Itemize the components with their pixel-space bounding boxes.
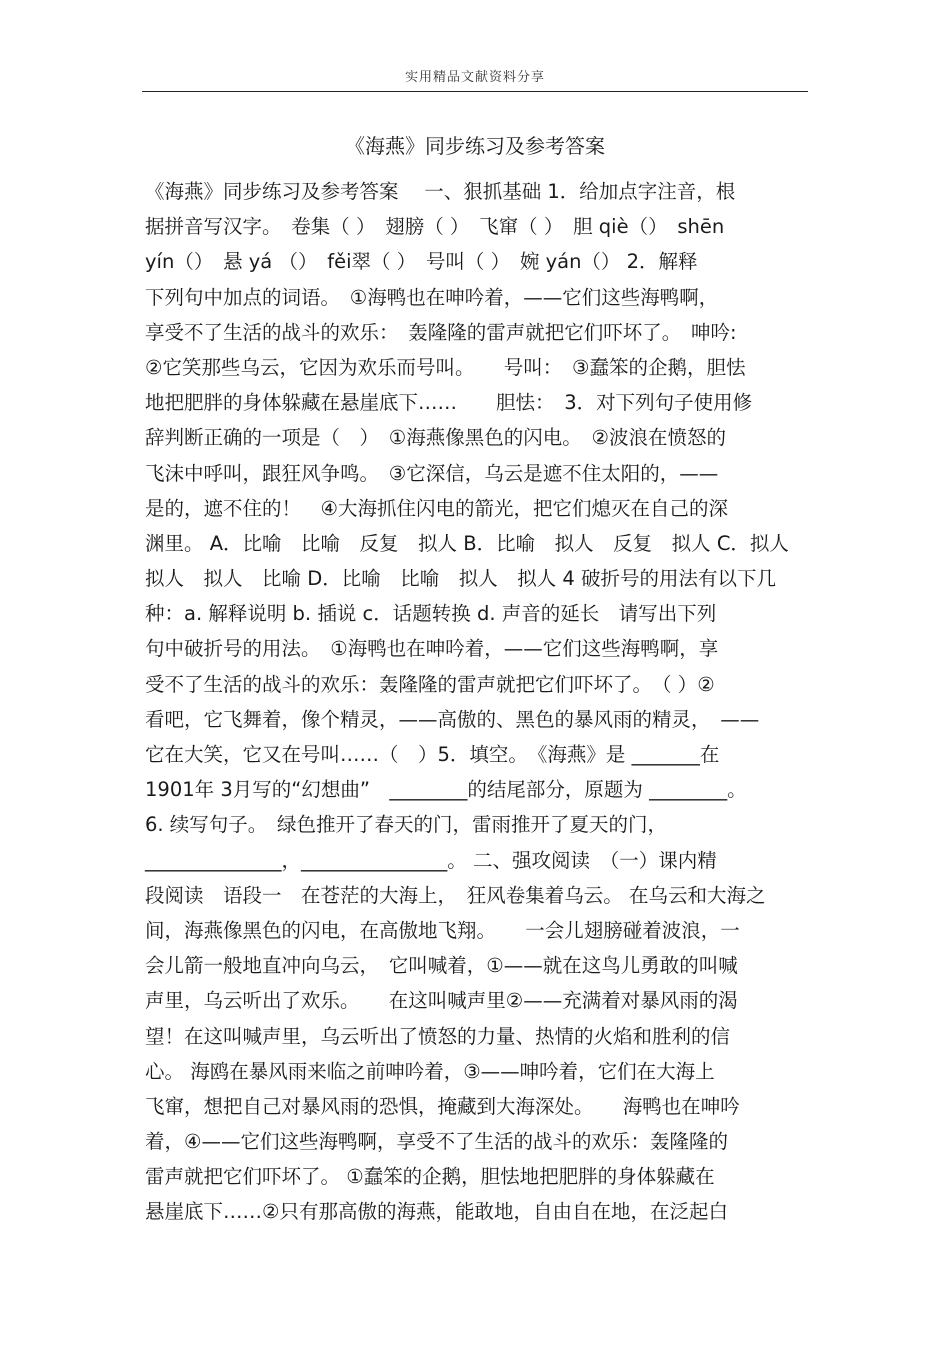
body-text-line: 飞沫中呼叫，跟狂风争鸣。 ③它深信，乌云是遮不住太阳的，—— (145, 461, 719, 485)
body-text-line: 悬崖底下……②只有那高傲的海燕，能敢地，自由自在地，在泛起白 (145, 1200, 728, 1224)
body-text-line: 辞判断正确的一项是（ ） ①海燕像黑色的闪电。 ②波浪在愤怒的 (145, 426, 726, 450)
body-text-line: 会儿箭一般地直冲向乌云， 它叫喊着，①——就在这鸟儿勇敢的叫喊 (145, 954, 738, 978)
body-text-line: ②它笑那些乌云，它因为欢乐而号叫。 号叫： ③蠢笨的企鹅，胆怯 (145, 355, 746, 379)
body-text-line: 《海燕》同步练习及参考答案 一、狠抓基础 1．给加点字注音，根 (145, 180, 736, 203)
body-text-line: 望！在这叫喊声里，乌云听出了愤怒的力量、热情的火焰和胜利的信 (145, 1024, 731, 1048)
body-text-line: 间，海燕像黑色的闪电，在高傲地飞翔。 一会儿翅膀碰着波浪，一 (145, 918, 740, 942)
body-text-line: 6. 续写句子。 绿色推开了春天的门，雷雨推开了夏天的门， (145, 813, 668, 837)
body-text-line: 雷声就把它们吓坏了。 ①蠢笨的企鹅，胆怯地把肥胖的身体躲藏在 (145, 1165, 715, 1189)
page-header: 实用精品文献资料分享 (404, 70, 545, 85)
body-text-line: 句中破折号的用法。 ①海鸭也在呻吟着，——它们这些海鸭啊，享 (145, 637, 719, 661)
body-text-line: 享受不了生活的战斗的欢乐： 轰隆隆的雷声就把它们吓坏了。 呻吟: (145, 320, 737, 344)
body-text-line: yín（） 悬 yá （） fěi翠（ ） 号叫（ ） 婉 yán（） 2．解释 (145, 250, 698, 274)
body-text-line: ______________，_______________。 二、强攻阅读 （一）课内精 (145, 848, 717, 872)
document-title: 《海燕》同步练习及参考答案 (345, 134, 605, 158)
body-text-line: 段阅读 语段一 在苍茫的大海上， 狂风卷集着乌云。 在乌云和大海之 (145, 883, 766, 907)
body-text-line: 飞窜，想把自己对暴风雨的恐惧，掩藏到大海深处。 海鸭也在呻吟 (145, 1094, 740, 1118)
header-divider (142, 91, 808, 92)
body-text-line: 据拼音写汉字。 卷集（ ） 翅膀（ ） 飞窜（ ） 胆 qiè（） shēn (145, 215, 725, 239)
body-text-line: 受不了生活的战斗的欢乐：轰隆隆的雷声就把它们吓坏了。 （ ）② (145, 672, 715, 696)
body-text-line: 下列句中加点的词语。 ①海鸭也在呻吟着，——它们这些海鸭啊， (145, 285, 719, 309)
body-text-line: 种：a. 解释说明 b. 插说 c．话题转换 d. 声音的延长 请写出下列 (145, 602, 717, 626)
body-text-line: 着，④——它们这些海鸭啊，享受不了生活的战斗的欢乐：轰隆隆的 (145, 1130, 728, 1154)
body-text-line: 看吧，它飞舞着，像个精灵，——高傲的、黑色的暴风雨的精灵， —— (145, 707, 760, 731)
body-text-line: 地把肥胖的身体躲藏在悬崖底下…… 胆怯： 3．对下列句子使用修 (145, 391, 753, 415)
body-text-line: 是的，遮不住的！ ④大海抓住闪电的箭光，把它们熄灭在自己的深 (145, 496, 728, 520)
body-text-line: 1901年 3月写的“幻想曲” ________的结尾部分，原题为 ________。 (145, 778, 747, 802)
body-text-line: 声里，乌云听出了欢乐。 在这叫喊声里②——充满着对暴风雨的渴 (145, 989, 738, 1013)
body-text-line: 它在大笑，它又在号叫……（ ）5．填空。 《海燕》是 _______在 (145, 743, 720, 766)
body-text-line: 拟人 拟人 比喻 D．比喻 比喻 拟人 拟人 4 破折号的用法有以下几 (145, 567, 777, 591)
document-body (145, 174, 815, 1230)
body-text-line: 渊里。 A．比喻 比喻 反复 拟人 B．比喻 拟人 反复 拟人 C．拟人 (145, 531, 789, 555)
body-text-line: 心。 海鸥在暴风雨来临之前呻吟着，③——呻吟着，它们在大海上 (145, 1059, 715, 1083)
